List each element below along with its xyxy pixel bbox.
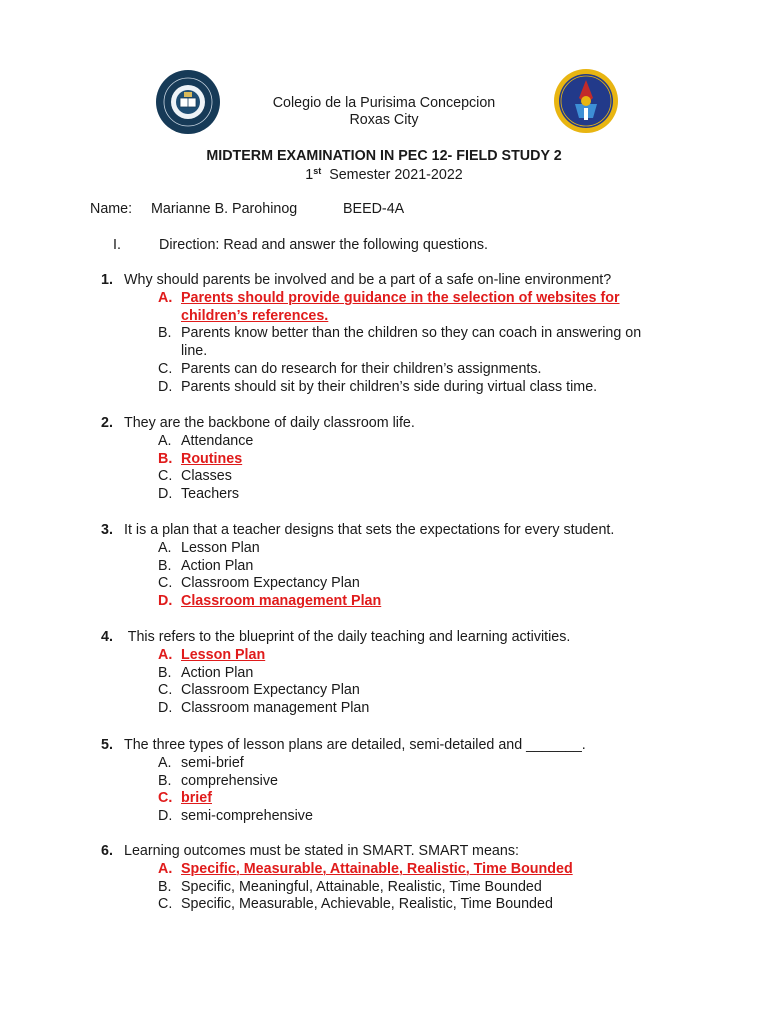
option-b bbox=[0, 773, 768, 791]
option-text: Parents should provide guidance in the selection of websites for children’s references. bbox=[181, 289, 620, 324]
option-text: Parents can do research for their children’s assignments. bbox=[181, 360, 542, 377]
option-text: brief bbox=[181, 790, 212, 807]
option-text: Specific, Measurable, Achievable, Realistic, Time Bounded bbox=[181, 896, 553, 913]
option-text: Attendance bbox=[181, 432, 254, 449]
option-text: comprehensive bbox=[181, 772, 278, 789]
option-letter: C. bbox=[158, 575, 173, 592]
option-text: Action Plan bbox=[181, 557, 254, 574]
option-c bbox=[0, 575, 768, 593]
option-letter: A. bbox=[158, 289, 173, 306]
option-text: semi-comprehensive bbox=[181, 808, 313, 825]
option-d bbox=[0, 593, 768, 611]
option-text: semi-brief bbox=[181, 754, 244, 771]
option-b bbox=[0, 558, 768, 576]
option-text: Lesson Plan bbox=[181, 539, 260, 556]
option-letter: B. bbox=[158, 557, 172, 574]
option-a bbox=[0, 861, 768, 879]
option-letter: B. bbox=[158, 878, 172, 895]
option-letter: C. bbox=[158, 360, 173, 377]
option-text: Action Plan bbox=[181, 664, 254, 681]
option-text: Classroom management Plan bbox=[181, 700, 370, 717]
option-c bbox=[0, 790, 768, 808]
question-2 bbox=[0, 415, 768, 504]
school-name: Colegio de la Purisima Concepcion bbox=[272, 95, 496, 111]
option-a bbox=[0, 540, 768, 558]
semester-text: Semester 2021-2022 bbox=[321, 167, 463, 183]
student-name: Marianne B. Parohinog bbox=[151, 201, 298, 217]
question-text: It is a plan that a teacher designs that sets the expectations for every student. bbox=[124, 522, 615, 538]
option-d bbox=[0, 486, 768, 504]
option-letter: C. bbox=[158, 468, 173, 485]
question-number: 5. bbox=[101, 737, 113, 753]
option-b bbox=[0, 665, 768, 683]
question-text: Why should parents be involved and be a part of a safe on-line environment? bbox=[124, 272, 612, 288]
question-4 bbox=[0, 629, 768, 718]
question-number: 1. bbox=[101, 272, 113, 288]
part-number: I. bbox=[113, 237, 121, 253]
option-letter: C. bbox=[158, 790, 173, 807]
option-text: Classroom Expectancy Plan bbox=[181, 575, 360, 592]
semester-number: 1 bbox=[305, 167, 314, 183]
option-text: Specific, Measurable, Attainable, Realistic, Time Bounded bbox=[181, 860, 573, 877]
option-letter: A. bbox=[158, 539, 172, 556]
question-text: Learning outcomes must be stated in SMART. SMART means: bbox=[124, 843, 519, 859]
student-section: BEED-4A bbox=[343, 201, 405, 217]
option-text: Classes bbox=[181, 468, 232, 485]
option-d bbox=[0, 808, 768, 826]
option-letter: D. bbox=[158, 486, 173, 503]
semester-ordinal: st bbox=[313, 166, 322, 176]
option-text: Parents know better than the children so they can coach in answering on line. bbox=[181, 325, 642, 360]
question-3 bbox=[0, 522, 768, 611]
option-c bbox=[0, 468, 768, 486]
option-c bbox=[0, 682, 768, 700]
option-letter: A. bbox=[158, 754, 172, 771]
question-text: The three types of lesson plans are detailed, semi-detailed and _______. bbox=[124, 737, 586, 753]
option-letter: D. bbox=[158, 808, 173, 825]
option-letter: D. bbox=[158, 700, 173, 717]
school-city: Roxas City bbox=[349, 112, 419, 128]
option-a bbox=[0, 755, 768, 773]
exam-title: MIDTERM EXAMINATION IN PEC 12- FIELD STUDY 2 bbox=[206, 148, 562, 164]
option-letter: C. bbox=[158, 896, 173, 913]
option-letter: A. bbox=[158, 860, 173, 877]
question-1 bbox=[0, 272, 768, 397]
option-text: Teachers bbox=[181, 486, 240, 503]
direction-text: Direction: Read and answer the following questions. bbox=[159, 237, 489, 253]
option-letter: D. bbox=[158, 593, 173, 610]
question-text: This refers to the blueprint of the daily teaching and learning activities. bbox=[124, 629, 571, 645]
option-letter: D. bbox=[158, 378, 173, 395]
option-text: Classroom Expectancy Plan bbox=[181, 682, 360, 699]
question-number: 2. bbox=[101, 415, 113, 431]
option-letter: A. bbox=[158, 432, 172, 449]
option-b bbox=[0, 451, 768, 469]
option-text: Specific, Meaningful, Attainable, Realistic, Time Bounded bbox=[181, 878, 542, 895]
option-text: Lesson Plan bbox=[181, 646, 266, 663]
name-label: Name: bbox=[90, 201, 133, 217]
option-letter: B. bbox=[158, 664, 172, 681]
option-d bbox=[0, 379, 768, 397]
option-a bbox=[0, 433, 768, 451]
question-text: They are the backbone of daily classroom life. bbox=[124, 415, 415, 431]
question-5 bbox=[0, 737, 768, 826]
option-letter: B. bbox=[158, 450, 173, 467]
question-6 bbox=[0, 843, 768, 914]
option-text: Parents should sit by their children’s side during virtual class time. bbox=[181, 378, 598, 395]
option-c bbox=[0, 896, 768, 914]
option-d bbox=[0, 700, 768, 718]
option-b bbox=[0, 325, 768, 361]
question-number: 6. bbox=[101, 843, 113, 859]
option-letter: B. bbox=[158, 325, 172, 342]
question-number: 4. bbox=[101, 629, 113, 645]
semester-line bbox=[0, 166, 768, 183]
option-text: Routines bbox=[181, 450, 243, 467]
option-letter: C. bbox=[158, 682, 173, 699]
question-number: 3. bbox=[101, 522, 113, 538]
option-a bbox=[0, 647, 768, 665]
option-text: Classroom management Plan bbox=[181, 593, 382, 610]
option-a bbox=[0, 290, 768, 326]
option-letter: A. bbox=[158, 646, 173, 663]
option-c bbox=[0, 361, 768, 379]
option-letter: B. bbox=[158, 772, 172, 789]
option-b bbox=[0, 879, 768, 897]
